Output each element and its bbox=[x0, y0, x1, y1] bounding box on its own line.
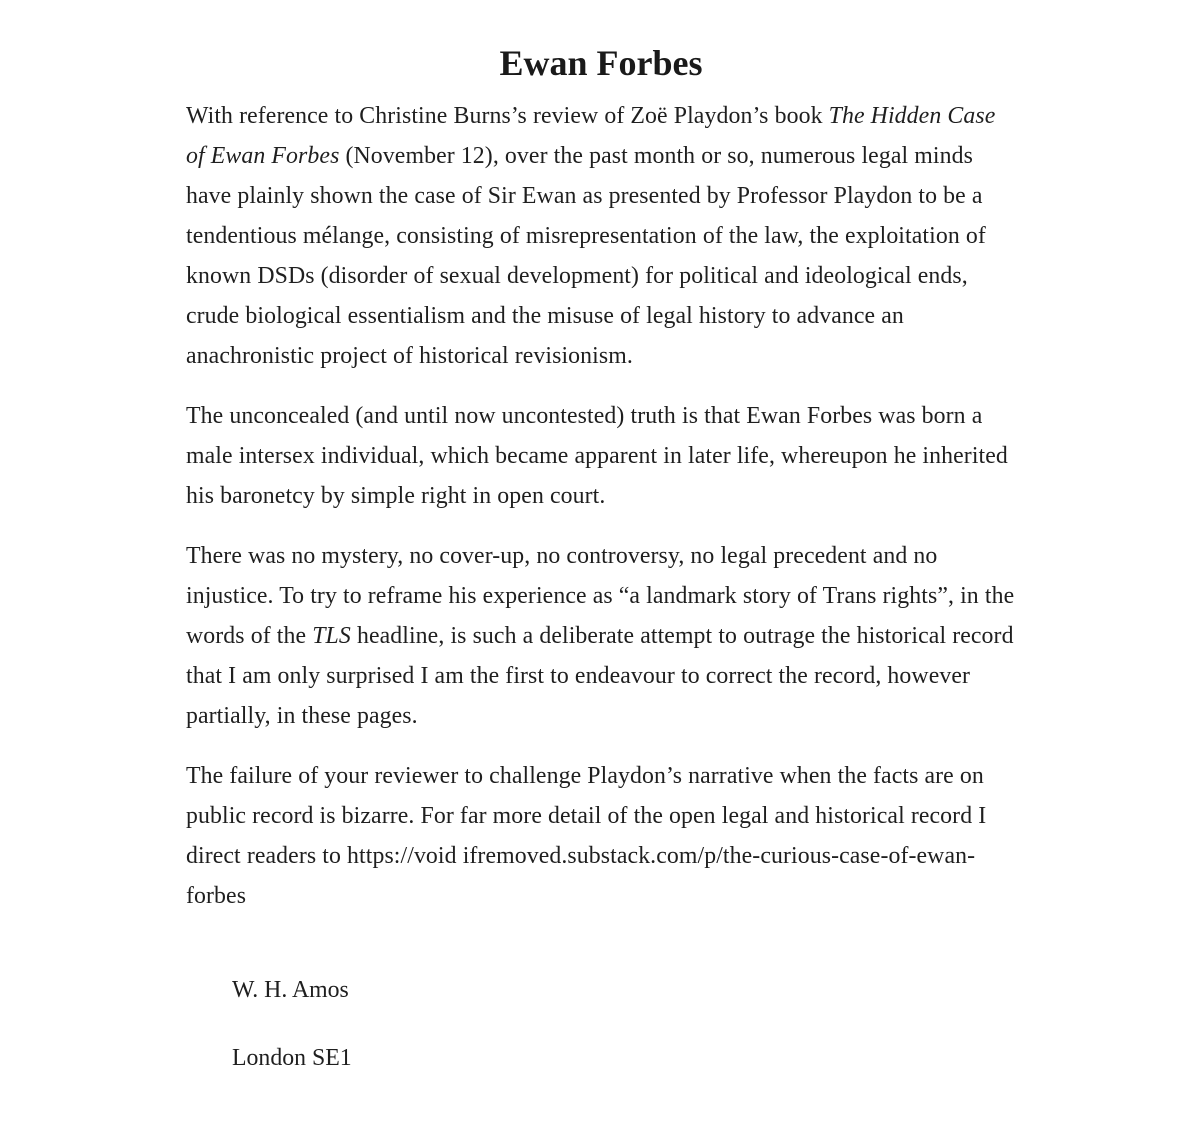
paragraph-1-text-b: (November 12), over the past month or so, numerous legal minds have plainly shown the case of Sir Ewan as presented by Professor Playdon to be a tendentious mélange, consisting of misrepresentation of the law, the exploitation of known DSDs (disorder of sexual development) for political and ideological ends, crude biological essentialism and the misuse of legal history to advance an anachronistic project of historical revisionism. bbox=[186, 143, 986, 369]
article-title: Ewan Forbes bbox=[499, 43, 703, 83]
paragraph-2: The unconcealed (and until now uncontested) truth is that Ewan Forbes was born a male intersex individual, which became apparent in later life, whereupon he inherited his baronetcy by simple right in open court. bbox=[186, 403, 1008, 509]
book-title: The Hidden Case of Ewan Forbes bbox=[186, 103, 996, 169]
paragraph-1-text-a: With reference to Christine Burns’s review of Zoë Playdon’s book bbox=[186, 103, 829, 129]
paragraph-3-text-b: headline, is such a deliberate attempt to outrage the historical record that I am only surprised I am the first to endeavour to correct the record, however partially, in these pages. bbox=[186, 623, 1014, 729]
paragraph-3 bbox=[186, 536, 1016, 736]
author-location: London SE1 bbox=[232, 1045, 352, 1071]
paragraph-1 bbox=[186, 96, 1016, 376]
letter bbox=[186, 40, 1016, 1078]
paragraph-4: The failure of your reviewer to challenge Playdon’s narrative when the facts are on public record is bizarre. For far more detail of the open legal and historical record I direct readers to https://void ifremoved.substack.com/p/the-curious-case-of-ewan-forbes bbox=[186, 763, 987, 909]
publication-name: TLS bbox=[312, 623, 351, 649]
paragraph-3-text-a: There was no mystery, no cover-up, no controversy, no legal precedent and no injustice. To try to reframe his experience as “a landmark story of Trans rights”, in the words of the bbox=[186, 543, 1015, 649]
author-name: W. H. Amos bbox=[232, 977, 349, 1003]
